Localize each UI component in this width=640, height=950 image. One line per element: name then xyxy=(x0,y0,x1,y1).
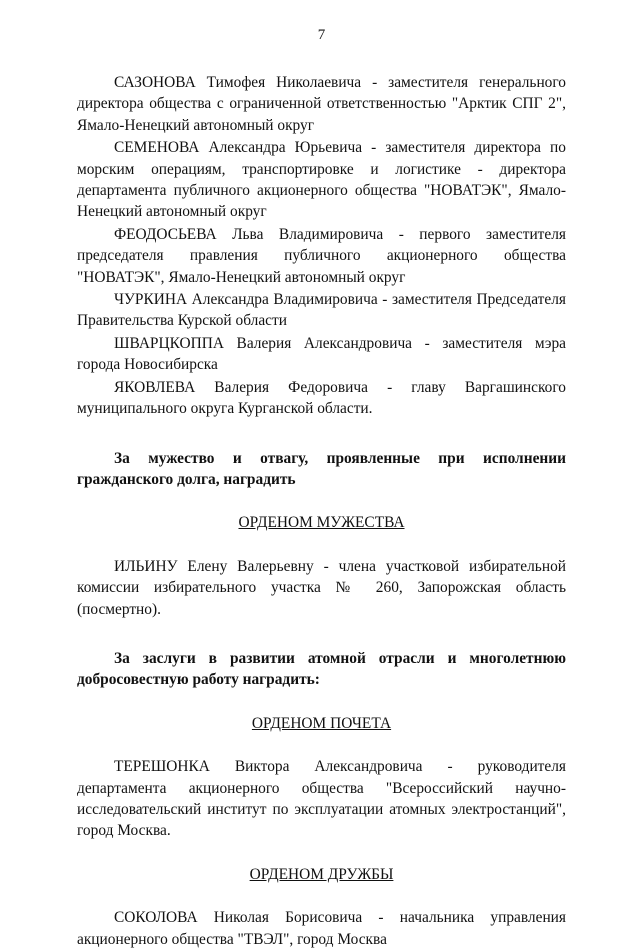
spacer xyxy=(77,420,566,448)
award-entry-churkin: ЧУРКИНА Александра Владимировича - заместителя Председателя Правительства Курской области xyxy=(77,291,566,330)
award-entry-sazonov: САЗОНОВА Тимофея Николаевича - заместителя генерального директора общества с ограниченной ответственностью "Арктик СПГ 2", Ямало-Ненецкий автономный округ xyxy=(77,74,566,134)
page-number: 7 xyxy=(317,27,326,43)
spacer xyxy=(77,885,566,907)
award-entry-ilyina: ИЛЬИНУ Елену Валерьевну - члена участковой избирательной комиссии избирательного участка № 260, Запорожская область (посмертно). xyxy=(77,557,566,618)
award-entry-semenov: СЕМЕНОВА Александра Юрьевича - заместителя директора по морским операциям, транспортировке и логистике - директора департамента публичного акционерного общества "НОВАТЭК", Ямало-Ненецкий автономный округ xyxy=(77,139,566,221)
spacer xyxy=(77,534,566,556)
spacer xyxy=(77,620,566,648)
spacer xyxy=(77,490,566,512)
award-entry-sokolov: СОКОЛОВА Николая Борисовича - начальника управления акционерного общества "ТВЭЛ", город Москва xyxy=(77,909,566,948)
spacer xyxy=(77,691,566,713)
spacer xyxy=(77,842,566,864)
order-title-friendship: ОРДЕНОМ ДРУЖБЫ xyxy=(249,865,394,883)
award-entry-feodosyev: ФЕОДОСЬЕВА Льва Владимировича - первого заместителя председателя правления публичного акционерного общества "НОВАТЭК", Ямало-Ненецкий автономный округ xyxy=(77,225,566,286)
section-heading-courage: За мужество и отвагу, проявленные при исполнении гражданского долга, наградить xyxy=(77,449,566,488)
award-list-continued xyxy=(77,72,566,420)
award-entry-tereshonok: ТЕРЕШОНКА Виктора Александровича - руководителя департамента акционерного общества "Всероссийский научно-исследовательский институт по эксплуатации атомных электростанций", город Москва. xyxy=(77,758,566,840)
spacer xyxy=(77,734,566,756)
order-title-honor: ОРДЕНОМ ПОЧЕТА xyxy=(251,714,392,732)
award-entry-yakovlev: ЯКОВЛЕВА Валерия Федоровича - главу Варгашинского муниципального округа Курганской области. xyxy=(77,378,566,418)
order-title-courage: ОРДЕНОМ МУЖЕСТВА xyxy=(238,514,405,532)
section-heading-atomic: За заслуги в развитии атомной отрасли и многолетнюю добросовестную работу наградить: xyxy=(77,649,566,689)
award-entry-shvartskopp: ШВАРЦКОППА Валерия Александровича - заместителя мэра города Новосибирска xyxy=(77,334,566,374)
